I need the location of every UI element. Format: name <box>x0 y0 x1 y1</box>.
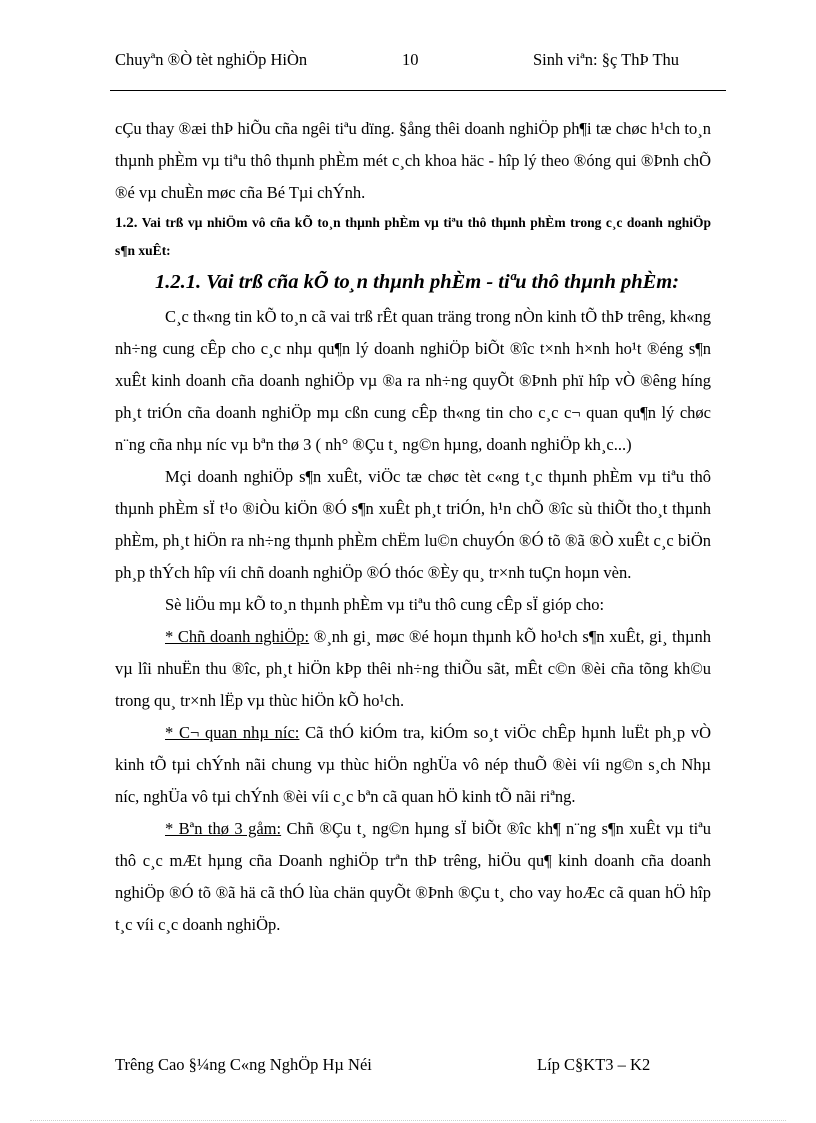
paragraph-owner <box>115 621 711 717</box>
paragraph-third-party <box>115 813 711 941</box>
paragraph-role: C¸c th«ng tin kÕ to¸n cã vai trß rÊt quan träng trong nÒn kinh tÕ thÞ trêng, kh«ng nh÷ng cung cÊp cho c¸c nhµ qu¶n lý doanh nghiÖp biÕt ®îc t×nh h×nh ho¹t ®éng s¶n xuÊt kinh doanh cña doanh nghiÖp vµ ®a ra nh÷ng quyÕt ®Þnh phï hîp vÒ ®êng híng ph¸t triÓn cña doanh nghiÖp mµ cßn cung cÊp th«ng tin cho c¸c c¬ quan qu¶n lý chøc n¨ng cña nhµ níc vµ bªn thø 3 ( nh° ®Çu t¸ ng©n hµng, doanh nghiÖp kh¸c...) <box>115 307 711 454</box>
footer-right: Líp C§KT3 – K2 <box>537 1055 651 1074</box>
owner-text: ®¸nh gi¸ møc ®é hoµn thµnh kÕ ho¹ch s¶n xuÊt, gi¸ thµnh vµ lîi nhuËn thu ®îc, ph¸t hiÖn kÞp thêi nh÷ng thiÕu sãt, mÊt c©n ®èi cña tõng kh©u trong qu¸ tr×nh lËp vµ thùc hiÖn kÕ ho¹ch. <box>115 627 711 710</box>
paragraph-state <box>115 717 711 813</box>
paragraph-enterprise: Mçi doanh nghiÖp s¶n xuÊt, viÖc tæ chøc tèt c«ng t¸c thµnh phÈm vµ tiªu thô thµnh phÈm sÏ t¹o ®iÒu kiÖn ®Ó s¶n xuÊt ph¸t triÓn, h¹n chÕ ®îc sù thiÕt tho¸t thµnh phÈm, ph¸t hiÖn ra nh÷ng thµnh phÈm chËm lu©n chuyÓn ®Ó tõ ®ã ®Ò xuÊt c¸c biÖn ph¸p thÝch hîp víi chñ doanh nghiÖp ®Ó thóc ®Èy qu¸ tr×nh tuÇn hoµn vèn. <box>115 467 711 582</box>
section-number: 1.2. <box>115 215 138 231</box>
paragraph-intro: cÇu thay ®æi thÞ hiÕu cña ngêi tiªu dïng. §ång thêi doanh nghiÖp ph¶i tæ chøc h¹ch to¸n thµnh phÈm vµ tiªu thô thµnh phÈm mét c¸ch khoa häc - hîp lý theo ®óng qui ®Þnh chÕ ®é vµ chuÈn møc cña Bé Tµi chÝnh. <box>115 119 711 202</box>
third-party-text: Chñ ®Çu t¸ ng©n hµng sÏ biÕt ®îc kh¶ n¨ng s¶n xuÊt vµ tiªu thô c¸c mÆt hµng cña Doanh nghiÖp trªn thÞ trêng, hiÖu qu¶ kinh doanh cña doanh nghiÖp ®Ó tõ ®ã hä cã thÓ lùa chän quyÕt ®Þnh ®Çu t¸ cho vay hoÆc cã quan hÖ hîp t¸c víi c¸c doanh nghiÖp. <box>115 819 711 934</box>
header-left: Chuyªn ®Ò tèt nghiÖp HiÒn <box>115 50 308 69</box>
header-right: Sinh viªn: §ç ThÞ Thu <box>533 50 680 69</box>
page-number: 10 <box>402 50 419 69</box>
section-title: Vai trß vµ nhiÖm vô cña kÕ to¸n thµnh phÈm vµ tiªu thô thµnh phÈm trong c¸c doanh nghiÖp s¶n xuÊt: <box>115 215 711 258</box>
owner-label: * Chñ doanh nghiÖp: <box>165 627 310 646</box>
header-divider <box>110 90 726 91</box>
page-bottom-border <box>30 1120 786 1121</box>
footer-left: Trêng Cao §¼ng C«ng NghÖp Hµ Néi <box>115 1055 372 1074</box>
section-heading <box>115 209 711 265</box>
document-body <box>115 113 711 941</box>
state-label: * C¬ quan nhµ níc: <box>165 723 300 742</box>
state-text: Cã thÓ kiÓm tra, kiÓm so¸t viÖc chÊp hµnh luËt ph¸p vÒ kinh tÕ tµi chÝnh nãi chung vµ thùc hiÖn nghÜa vô nép thuÕ ®èi víi ng©n s¸ch Nhµ níc, nghÜa vô tµi chÝnh ®èi víi c¸c bªn cã quan hÖ kinh tÕ nãi riªng. <box>115 723 711 806</box>
third-party-label: * Bªn thø 3 gåm: <box>165 819 282 838</box>
subsection-heading: 1.2.1. Vai trß cña kÕ to¸n thµnh phÈm - tiªu thô thµnh phÈm: <box>155 271 680 293</box>
paragraph-data-help: Sè liÖu mµ kÕ to¸n thµnh phÈm vµ tiªu thô cung cÊp sÏ gióp cho: <box>165 595 605 614</box>
